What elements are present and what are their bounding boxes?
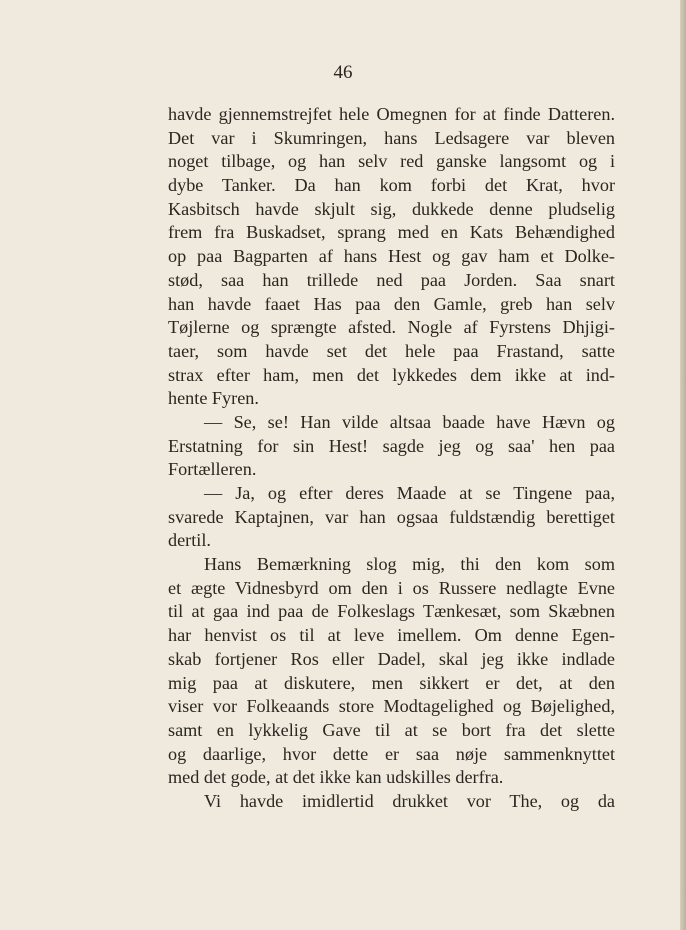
text-line: Tøjlerne og sprængte afsted. Nogle af Fyrstens Dhjigi- xyxy=(168,317,615,338)
text-line: med det gode, at det ikke kan udskilles derfra. xyxy=(168,767,504,788)
text-line: og daarlige, hvor dette er saa nøje sammenknyttet xyxy=(168,743,615,764)
text-line: strax efter ham, men det lykkedes dem ikke at ind- xyxy=(168,364,615,385)
text-line: taer, som havde set det hele paa Frastand, satte xyxy=(168,340,615,361)
text-line: til at gaa ind paa de Folkeslags Tænkesæt, som Skæbnen xyxy=(168,601,615,622)
text-line: hente Fyren. xyxy=(168,388,259,409)
text-line: Det var i Skumringen, hans Ledsagere var bleven xyxy=(168,127,615,148)
text-line: dertil. xyxy=(168,530,211,551)
text-line: han havde faaet Has paa den Gamle, greb han selv xyxy=(168,293,615,314)
text-line: viser vor Folkeaands store Modtagelighed og Bøjelighed, xyxy=(168,696,615,717)
text-line: har henvist os til at leve imellem. Om denne Egen- xyxy=(168,625,615,646)
text-line: mig paa at diskutere, men sikkert er det, at den xyxy=(168,672,615,693)
text-line: samt en lykkelig Gave til at se bort fra det slette xyxy=(168,719,615,740)
text-line: — Se, se! Han vilde altsaa baade have Hævn og xyxy=(204,411,615,432)
body-text xyxy=(168,103,615,814)
text-line: frem fra Buskadset, sprang med en Kats Behændighed xyxy=(168,222,615,243)
page-number: 46 xyxy=(333,62,353,83)
text-line: havde gjennemstrejfet hele Omegnen for at finde Datteren. xyxy=(168,104,615,124)
text-line: Erstatning for sin Hest! sagde jeg og saa' hen paa xyxy=(168,435,615,456)
text-line: Vi havde imidlertid drukket vor The, og da xyxy=(204,790,615,811)
page-edge xyxy=(680,0,686,930)
text-line: Kasbitsch havde skjult sig, dukkede denne pludselig xyxy=(168,198,615,219)
text-line: dybe Tanker. Da han kom forbi det Krat, hvor xyxy=(168,175,615,196)
text-line: noget tilbage, og han selv red ganske langsomt og i xyxy=(168,151,615,172)
text-line: et ægte Vidnesbyrd om den i os Russere nedlagte Evne xyxy=(168,577,615,598)
text-line: skab fortjener Ros eller Dadel, skal jeg ikke indlade xyxy=(168,648,615,669)
text-line: stød, saa han trillede ned paa Jorden. Saa snart xyxy=(168,269,615,290)
text-line: op paa Bagparten af hans Hest og gav ham et Dolke- xyxy=(168,246,615,267)
text-line: Fortælleren. xyxy=(168,459,257,480)
text-line: — Ja, og efter deres Maade at se Tingene paa, xyxy=(204,483,615,503)
text-line: Hans Bemærkning slog mig, thi den kom som xyxy=(204,554,615,575)
text-line: svarede Kaptajnen, var han ogsaa fuldstændig berettiget xyxy=(168,506,615,527)
